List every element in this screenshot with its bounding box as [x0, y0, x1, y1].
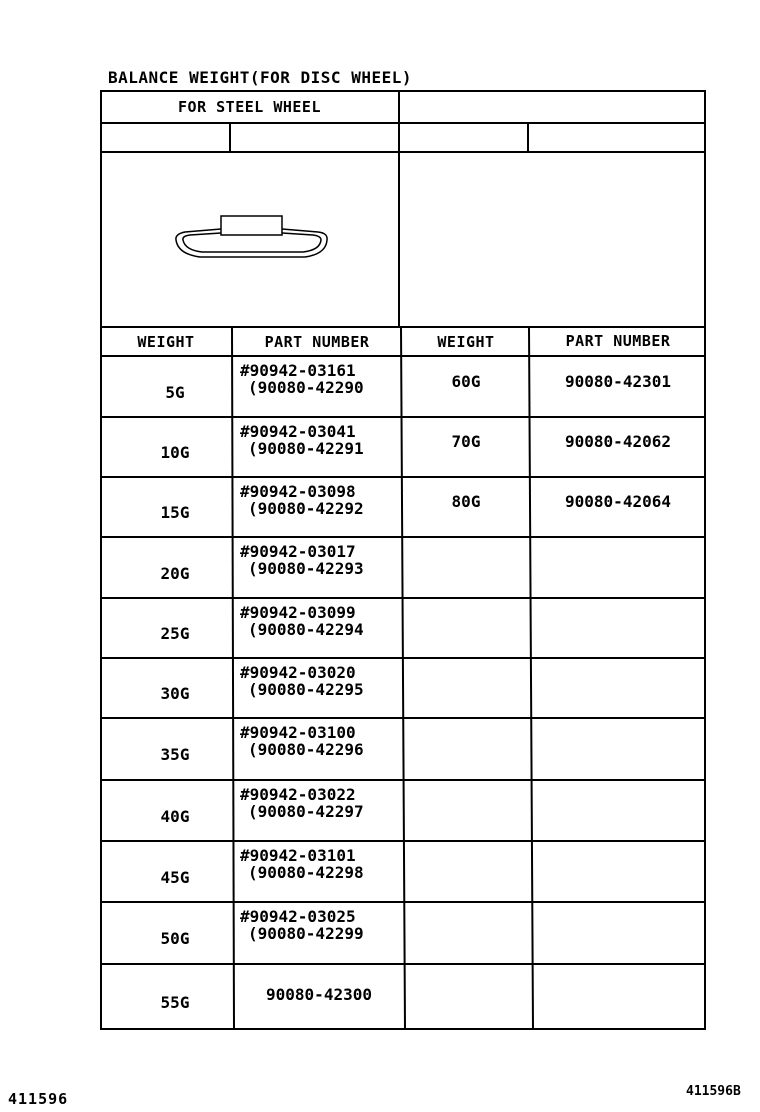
alt-part-number: (90080-42297	[248, 802, 364, 821]
part-number-cell	[240, 724, 364, 758]
part-number: #90942-03041	[240, 422, 356, 441]
weight-cell: 80G	[451, 492, 481, 511]
header-weight-left: WEIGHT	[137, 333, 195, 351]
alt-part-number: (90080-42298	[248, 863, 364, 882]
part-number: #90942-03020	[240, 663, 356, 682]
page-title: BALANCE WEIGHT(FOR DISC WHEEL)	[108, 68, 412, 87]
weight-cell: 70G	[451, 432, 481, 451]
part-number-cell: 90080-42301	[565, 371, 671, 391]
weight-cell: 15G	[160, 503, 190, 522]
header-part-right: PART NUMBER	[565, 332, 671, 350]
alt-part-number: (90080-42291	[248, 439, 364, 458]
part-number-cell: 90080-42062	[565, 432, 671, 451]
alt-part-number: (90080-42292	[248, 499, 364, 518]
part-number-cell	[240, 483, 364, 517]
part-number-cell	[240, 604, 364, 638]
alt-part-number: (90080-42290	[248, 378, 364, 397]
part-number: #90942-03098	[240, 482, 356, 501]
alt-part-number: (90080-42294	[248, 620, 364, 639]
section-label: FOR STEEL WHEEL	[178, 98, 321, 116]
parts-table	[100, 90, 706, 1030]
weight-cell: 10G	[160, 443, 190, 462]
figure-code-left: 411596	[8, 1090, 69, 1108]
figure-code-right: 411596B	[686, 1084, 741, 1099]
part-number: #90942-03099	[240, 603, 356, 622]
alt-part-number: (90080-42299	[248, 924, 364, 943]
weight-cell: 55G	[160, 993, 190, 1012]
part-number: #90942-03025	[240, 907, 356, 926]
alt-part-number: (90080-42293	[248, 559, 364, 578]
part-number: #90942-03017	[240, 542, 356, 561]
weight-cell: 25G	[160, 624, 190, 643]
part-number: #90942-03101	[240, 846, 356, 865]
part-number-cell: 90080-42300	[266, 985, 372, 1004]
part-number-cell: 90080-42064	[565, 492, 671, 511]
weight-cell: 60G	[451, 371, 481, 391]
weight-cell: 45G	[160, 867, 190, 887]
weight-cell: 30G	[160, 684, 190, 703]
part-number-cell	[240, 362, 364, 396]
part-number-cell	[240, 423, 364, 457]
part-number: #90942-03161	[240, 361, 356, 380]
part-number-cell	[240, 908, 364, 942]
part-number-cell	[240, 664, 364, 698]
weight-cell: 20G	[160, 563, 190, 583]
balance-weight-illustration	[176, 216, 327, 257]
weight-cell: 50G	[160, 929, 190, 948]
weight-cell: 40G	[160, 806, 190, 826]
weight-cell: 5G	[165, 382, 185, 402]
part-number: #90942-03100	[240, 723, 356, 742]
part-number-cell	[240, 543, 364, 577]
table-grid	[100, 90, 706, 1030]
alt-part-number: (90080-42296	[248, 740, 364, 759]
part-number-cell	[240, 847, 364, 881]
part-number: #90942-03022	[240, 785, 356, 804]
weight-cell: 35G	[160, 745, 190, 764]
alt-part-number: (90080-42295	[248, 680, 364, 699]
part-number-cell	[240, 786, 364, 820]
header-part-left: PART NUMBER	[264, 333, 370, 351]
header-weight-right: WEIGHT	[437, 333, 495, 351]
